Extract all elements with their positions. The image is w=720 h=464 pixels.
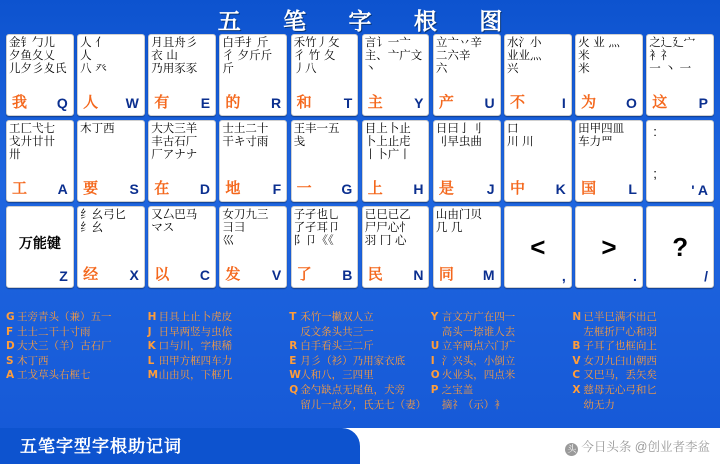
mnemonic-line: O 火业头，四点米 bbox=[430, 369, 516, 382]
key-n[interactable] bbox=[362, 206, 430, 288]
mnemonic-line: W人和八，三四里 bbox=[289, 369, 374, 382]
mnemonic-column-5 bbox=[572, 310, 714, 422]
key-semicolon-label: ' A bbox=[691, 182, 709, 198]
key-d-en: D bbox=[199, 181, 211, 197]
key-w-cn: 人 bbox=[83, 94, 99, 111]
key-y-cn: 主 bbox=[367, 94, 383, 111]
mnemonic-line: A 工戈草头右框七 bbox=[6, 369, 91, 382]
mnemonic-line: K 口与川，字根稀 bbox=[147, 340, 233, 353]
key-u-roots: 立亠丷辛 二六辛 六 bbox=[435, 36, 482, 76]
key-g-cn: 一 bbox=[296, 180, 312, 197]
mnemonic-line: V 女刀九臼山朝西 bbox=[572, 354, 657, 367]
key-g-en: G bbox=[341, 181, 353, 197]
key-e[interactable] bbox=[148, 34, 216, 116]
key-b-en: B bbox=[342, 267, 353, 283]
key-b-roots: 子孑也乚 了孑耳卩 阝卩《《 bbox=[293, 208, 340, 248]
mnemonic-line: B 子耳了也框向上 bbox=[572, 340, 657, 353]
banner-label: 五笔字型字根助记词 bbox=[20, 437, 182, 456]
mnemonic-column-1 bbox=[6, 310, 148, 422]
key-b[interactable] bbox=[291, 206, 359, 288]
key-k-cn: 中 bbox=[509, 180, 525, 197]
mnemonic-line: 幼无力 bbox=[583, 398, 615, 411]
mnemonic-column-2 bbox=[148, 310, 290, 422]
key-x[interactable] bbox=[77, 206, 145, 288]
key-i-roots: 水氵小 业业灬 兴 bbox=[506, 36, 542, 76]
key-comma-en: , bbox=[561, 268, 566, 284]
key-q[interactable] bbox=[6, 34, 74, 116]
mnemonic-line: T 禾竹一撇双人立 bbox=[289, 311, 374, 323]
key-v-cn: 发 bbox=[225, 266, 241, 283]
key-j-cn: 是 bbox=[438, 180, 454, 197]
key-x-cn: 经 bbox=[83, 266, 99, 283]
key-t[interactable] bbox=[291, 34, 359, 116]
key-semicolon-semi: ; bbox=[653, 166, 657, 181]
key-j[interactable] bbox=[433, 120, 501, 202]
mnemonic-line: G 王旁青头（兼）五一 bbox=[6, 311, 112, 323]
key-j-roots: 日曰亅刂 刂早虫曲 bbox=[435, 122, 482, 149]
mnemonic-line: Y 言文方广在四一 bbox=[430, 311, 516, 323]
mnemonic-line: L 田甲方框四车力 bbox=[147, 354, 233, 367]
key-p[interactable] bbox=[646, 34, 714, 116]
watermark-text: 今日头条 @创业者李盆 bbox=[581, 440, 710, 454]
key-f-cn: 地 bbox=[225, 180, 241, 197]
key-w-en: W bbox=[125, 95, 139, 111]
key-l-roots: 田甲四皿 车力罒 bbox=[578, 122, 625, 149]
key-a[interactable] bbox=[6, 120, 74, 202]
key-r-en: R bbox=[271, 95, 282, 111]
key-l-cn: 国 bbox=[581, 180, 597, 197]
key-g-roots: 王丰一五 戋 bbox=[293, 122, 340, 149]
key-slash-en: / bbox=[704, 268, 709, 284]
mnemonic-line: X 慈母无心弓和匕 bbox=[572, 383, 657, 396]
mnemonic-line: D 大犬三（羊）古石厂 bbox=[6, 340, 112, 353]
key-d-roots: 大犬三羊 丰古石厂 厂アナナ bbox=[151, 122, 198, 162]
mnemonic-line: J 日早两竖与虫依 bbox=[147, 325, 233, 338]
key-period-en: . bbox=[632, 268, 637, 284]
key-l[interactable] bbox=[575, 120, 643, 202]
key-o[interactable] bbox=[575, 34, 643, 116]
key-v-en: V bbox=[271, 267, 282, 283]
mnemonic-line: 留儿一点夕，氏无七（妻） bbox=[300, 398, 427, 411]
key-l-en: L bbox=[628, 181, 637, 197]
mnemonic-line: 反文条头共三一 bbox=[300, 325, 374, 338]
key-e-cn: 有 bbox=[154, 94, 170, 111]
key-t-roots: 禾竹丿攵 彳 竹 夂 丿八 bbox=[293, 36, 340, 76]
key-o-roots: 火 业 灬 米 米 bbox=[578, 36, 620, 76]
key-a-cn: 工 bbox=[12, 180, 28, 197]
key-semicolon[interactable] bbox=[646, 120, 714, 202]
key-e-roots: 月且舟彡 衣 山 乃用豕豕 bbox=[151, 36, 198, 76]
mnemonic-line: 高头一捺谁人去 bbox=[441, 325, 516, 338]
key-z[interactable] bbox=[6, 206, 74, 288]
key-comma-symbol: < bbox=[530, 231, 546, 262]
key-x-roots: 纟幺弓匕 纟幺 bbox=[80, 208, 127, 235]
mnemonic-line: 摘礻（示）衤 bbox=[441, 398, 505, 411]
key-h[interactable] bbox=[362, 120, 430, 202]
key-i-en: I bbox=[561, 95, 566, 111]
mnemonic-column-3 bbox=[289, 310, 431, 422]
key-g[interactable] bbox=[291, 120, 359, 202]
watermark-icon: 头 bbox=[567, 444, 577, 454]
mnemonic-line: N 已半巳满不出己 bbox=[572, 311, 657, 323]
key-d[interactable] bbox=[148, 120, 216, 202]
key-m-cn: 同 bbox=[438, 266, 454, 283]
key-u-cn: 产 bbox=[438, 94, 454, 111]
watermark bbox=[565, 437, 710, 456]
mnemonic-line: H 目具上止卜虎皮 bbox=[147, 311, 233, 323]
key-f[interactable] bbox=[219, 120, 287, 202]
key-j-en: J bbox=[486, 181, 495, 197]
key-slash[interactable] bbox=[646, 206, 714, 288]
key-o-cn: 为 bbox=[581, 94, 597, 111]
key-c-cn: 以 bbox=[154, 266, 170, 283]
key-s-roots: 木丁西 bbox=[80, 122, 115, 135]
key-a-roots: 工匚弋七 戈廾廿卄 卅 bbox=[9, 122, 55, 162]
keyboard bbox=[6, 34, 714, 292]
key-t-en: T bbox=[343, 95, 353, 111]
key-s-cn: 要 bbox=[83, 180, 99, 197]
mnemonic-line: U 立辛两点六门疒 bbox=[430, 340, 516, 353]
key-u-en: U bbox=[484, 95, 495, 111]
key-h-cn: 上 bbox=[367, 180, 383, 197]
key-n-cn: 民 bbox=[367, 266, 383, 283]
mnemonic-line: C 又巴马，丢矢矣 bbox=[572, 369, 657, 382]
key-q-en: Q bbox=[56, 95, 68, 111]
keyboard-row-3 bbox=[6, 206, 714, 288]
key-m-en: M bbox=[482, 267, 495, 283]
key-c-en: C bbox=[199, 267, 211, 283]
key-f-roots: 士土二十 干キ寸雨 bbox=[222, 122, 269, 149]
key-u[interactable] bbox=[433, 34, 501, 116]
mnemonic-section bbox=[6, 310, 714, 422]
mnemonic-line: R 白手看头三二斤 bbox=[289, 340, 374, 353]
key-c[interactable] bbox=[148, 206, 216, 288]
mnemonic-line: I 氵兴头，小倒立 bbox=[430, 354, 516, 367]
key-q-cn: 我 bbox=[12, 94, 28, 111]
key-k-roots: 口 川 川 bbox=[506, 122, 534, 149]
key-w[interactable] bbox=[77, 34, 145, 116]
key-k-en: K bbox=[555, 181, 566, 197]
key-r-roots: 白手扌斤 彳 夕斤斤 斤 bbox=[222, 36, 273, 76]
page-title bbox=[110, 4, 610, 34]
keyboard-row-2 bbox=[6, 120, 714, 202]
key-w-roots: 人 亻 人 八 癶 bbox=[80, 36, 107, 76]
key-p-en: P bbox=[698, 95, 709, 111]
key-h-roots: 目上卜止 卜上止虍 丨卜广丨 bbox=[364, 122, 411, 162]
key-s-en: S bbox=[129, 181, 139, 197]
mnemonic-line: Q 金勺缺点无尾鱼，犬旁 bbox=[289, 383, 406, 396]
key-d-cn: 在 bbox=[154, 180, 170, 197]
mnemonic-line: E 月彡（衫）乃用家衣底 bbox=[289, 354, 406, 367]
key-i-cn: 不 bbox=[509, 94, 525, 111]
mnemonic-line: P 之宝盖 bbox=[430, 383, 474, 396]
key-v-roots: 女刀九三 彐彐 巛 bbox=[222, 208, 269, 248]
key-z-label: 万能键 bbox=[18, 235, 61, 251]
mnemonic-column-4 bbox=[431, 310, 573, 422]
mnemonic-line: M山由贝，下框几 bbox=[147, 369, 233, 382]
page-title-text: 五 笔 字 根 图 bbox=[217, 7, 521, 34]
key-m-roots: 山由门贝 几 几 bbox=[435, 208, 482, 235]
key-y-roots: 言讠一亠 主、亠广文 丶 bbox=[364, 36, 423, 76]
key-z-en: Z bbox=[59, 268, 68, 284]
key-h-en: H bbox=[413, 181, 424, 197]
key-e-en: E bbox=[200, 95, 211, 111]
key-period-symbol: > bbox=[601, 231, 617, 262]
key-o-en: O bbox=[625, 95, 637, 111]
key-b-cn: 了 bbox=[296, 266, 312, 283]
key-a-en: A bbox=[57, 181, 68, 197]
key-y[interactable] bbox=[362, 34, 430, 116]
key-k[interactable] bbox=[504, 120, 572, 202]
bottom-banner bbox=[0, 428, 720, 464]
key-slash-symbol: ? bbox=[672, 231, 689, 262]
key-n-en: N bbox=[413, 267, 424, 283]
key-v[interactable] bbox=[219, 206, 287, 288]
mnemonic-line: 左框折尸心和羽 bbox=[583, 325, 657, 338]
key-q-roots: 金钅勹儿 夕鱼夂乂 儿夕彡夊氏 bbox=[9, 36, 67, 76]
key-c-roots: 又厶巴马 マス bbox=[151, 208, 198, 235]
key-y-en: Y bbox=[414, 95, 424, 111]
key-r-cn: 的 bbox=[225, 94, 241, 111]
key-r[interactable] bbox=[219, 34, 287, 116]
key-s[interactable] bbox=[77, 120, 145, 202]
key-semicolon-colon: : bbox=[653, 124, 657, 139]
mnemonic-line: S 木丁西 bbox=[6, 354, 49, 367]
key-i[interactable] bbox=[504, 34, 572, 116]
mnemonic-line: F 土士二干十寸雨 bbox=[6, 325, 91, 338]
key-n-roots: 已巳已乙 尸尸心忄 羽 冂 心 bbox=[364, 208, 411, 248]
key-p-cn: 这 bbox=[652, 94, 668, 111]
keyboard-row-1 bbox=[6, 34, 714, 116]
key-p-roots: 之辶廴宀 衤礻 一 丶 一 bbox=[649, 36, 696, 76]
key-q-foot bbox=[7, 93, 73, 113]
key-t-cn: 和 bbox=[296, 94, 312, 111]
key-x-en: X bbox=[129, 267, 139, 283]
key-m[interactable] bbox=[433, 206, 501, 288]
key-comma[interactable] bbox=[504, 206, 572, 288]
key-f-en: F bbox=[272, 181, 282, 197]
key-period[interactable] bbox=[575, 206, 643, 288]
